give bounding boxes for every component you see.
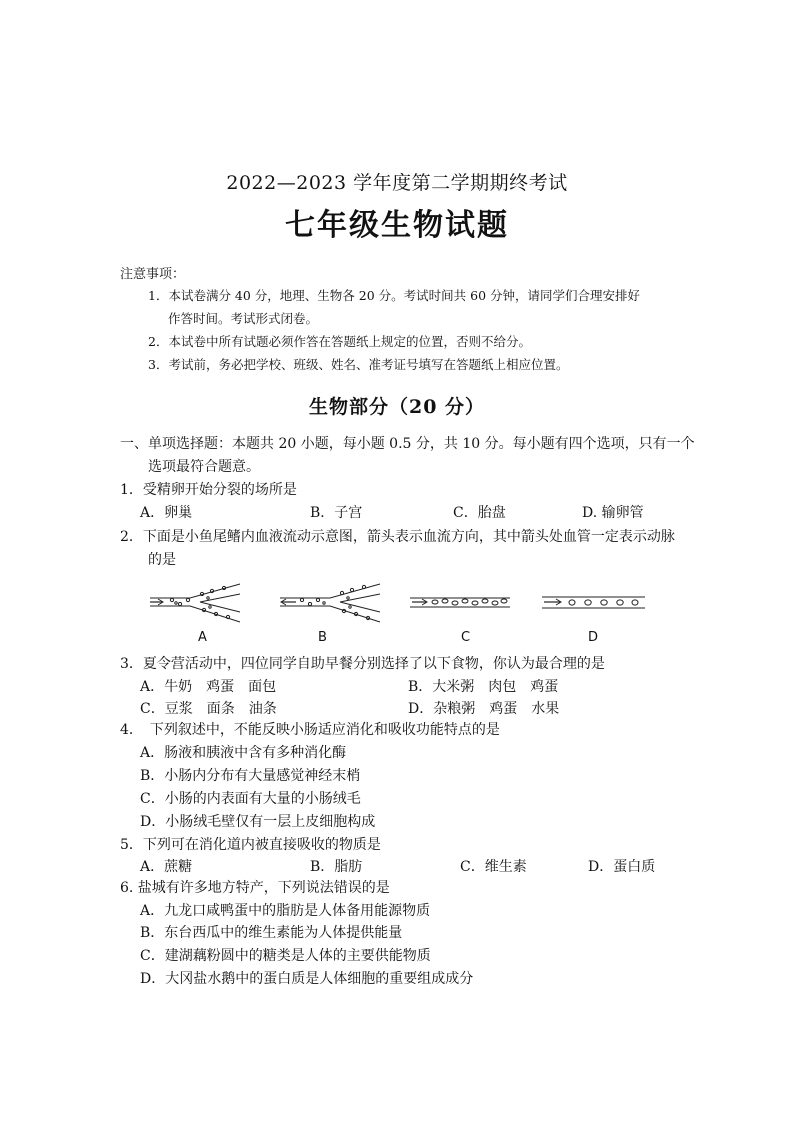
q5-option-b: B．脂肪 xyxy=(310,859,363,875)
q4-option-c: C．小肠的内表面有大量的小肠绒毛 xyxy=(140,791,361,807)
q1-option-c: C．胎盘 xyxy=(453,505,506,521)
q6-option-c: C．建湖藕粉圆中的糖类是人体的主要供能物质 xyxy=(140,948,431,964)
q3-option-c: C．豆浆 面条 油条 xyxy=(140,701,277,717)
diagram-label-c: C xyxy=(461,630,471,645)
q6-option-b: B．东台西瓜中的维生素能为人体提供能量 xyxy=(140,925,403,941)
q5-option-a: A．蔗糖 xyxy=(140,859,193,875)
q4-option-d: D．小肠绒毛壁仅有一层上皮细胞构成 xyxy=(140,814,376,830)
q1-option-d: D. 输卵管 xyxy=(582,505,644,521)
diagram-label-a: A xyxy=(198,630,207,645)
q1-option-b: B．子宫 xyxy=(310,505,363,521)
notice-item-1-cont: 作答时间。考试形式闭卷。 xyxy=(168,311,319,326)
notice-title: 注意事项： xyxy=(120,267,186,282)
notice-item-3: 3．考试前，务必把学校、班级、姓名、准考证号填写在答题纸上相应位置。 xyxy=(148,357,569,372)
exam-year-title: 2022—2023 学年度第二学期期终考试 xyxy=(226,172,568,194)
vessel-diagram-a xyxy=(150,584,240,622)
q1-option-a: A．卵巢 xyxy=(140,505,193,521)
part1-instruction: 一、单项选择题：本题共 20 小题，每小题 0.5 分，共 10 分。每小题有四个选项，只有一个 xyxy=(120,436,695,452)
q4-option-b: B．小肠内分布有大量感觉神经末梢 xyxy=(140,768,361,784)
exam-main-title: 七年级生物试题 xyxy=(285,208,509,243)
blood-flow-diagram xyxy=(140,578,650,626)
q3-stem: 3．夏令营活动中，四位同学自助早餐分别选择了以下食物，你认为最合理的是 xyxy=(120,656,605,672)
q5-option-d: D．蛋白质 xyxy=(588,859,656,875)
notice-item-2: 2．本试卷中所有试题必须作答在答题纸上规定的位置，否则不给分。 xyxy=(148,334,531,349)
vessel-diagram-c xyxy=(410,598,510,607)
diagram-label-d: D xyxy=(588,630,599,645)
diagram-label-b: B xyxy=(318,630,327,645)
q6-stem: 6. 盐城有许多地方特产，下列说法错误的是 xyxy=(120,880,390,896)
q6-option-a: A．九龙口咸鸭蛋中的脂肪是人体备用能源物质 xyxy=(140,903,431,919)
q5-stem: 5．下列可在消化道内被直接吸收的物质是 xyxy=(120,837,381,853)
q4-stem: 4． 下列叙述中，不能反映小肠适应消化和吸收功能特点的是 xyxy=(120,722,500,738)
q2-stem-cont: 的是 xyxy=(148,552,176,568)
q6-option-d: D．大冈盐水鹅中的蛋白质是人体细胞的重要组成成分 xyxy=(140,971,474,987)
q3-option-b: B．大米粥 肉包 鸡蛋 xyxy=(408,679,559,695)
q5-option-c: C．维生素 xyxy=(460,859,527,875)
q3-option-a: A．牛奶 鸡蛋 面包 xyxy=(140,679,277,695)
q1-stem: 1．受精卵开始分裂的场所是 xyxy=(120,482,297,498)
q2-stem: 2．下面是小鱼尾鳍内血液流动示意图，箭头表示血流方向，其中箭头处血管一定表示动脉 xyxy=(120,529,675,545)
q4-option-a: A．肠液和胰液中含有多种消化酶 xyxy=(140,745,347,761)
part1-instruction-cont: 选项最符合题意。 xyxy=(148,459,260,475)
vessel-diagram-d xyxy=(542,597,645,608)
vessel-diagram-b xyxy=(280,584,380,622)
notice-item-1: 1．本试卷满分 40 分，地理、生物各 20 分。考试时间共 60 分钟，请同学们合理安排好 xyxy=(148,288,641,303)
section-title: 生物部分（20 分） xyxy=(308,396,486,418)
q3-option-d: D．杂粮粥 鸡蛋 水果 xyxy=(408,701,560,717)
